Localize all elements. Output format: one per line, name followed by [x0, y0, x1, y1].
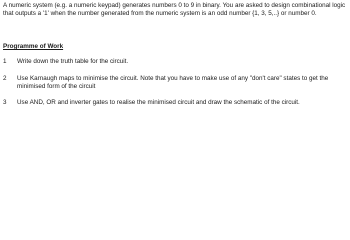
section-title: Programme of Work	[3, 43, 64, 50]
task-text: Use Karnaugh maps to minimise the circuit. Note that you have to make use of any "don't care" states to get the minimised form of the circuit	[17, 75, 329, 91]
task-item	[3, 58, 347, 66]
document-page	[0, 0, 350, 119]
task-text: Use AND, OR and inverter gates to realise the minimised circuit and draw the schematic of the circuit.	[17, 99, 300, 106]
task-item	[3, 99, 347, 107]
task-number: 2	[3, 75, 7, 82]
task-text: Write down the truth table for the circuit.	[17, 58, 129, 65]
task-number: 1	[3, 58, 7, 65]
task-number: 3	[3, 99, 7, 106]
problem-statement: A numeric system (e.g. a numeric keypad) generates numbers 0 to 9 in binary. You are asked to design combinational logic that outputs a '1' when the number generated from the numeric system is an odd number {1, 3, 5,..} or number 0.	[3, 2, 346, 18]
task-item	[3, 75, 347, 92]
